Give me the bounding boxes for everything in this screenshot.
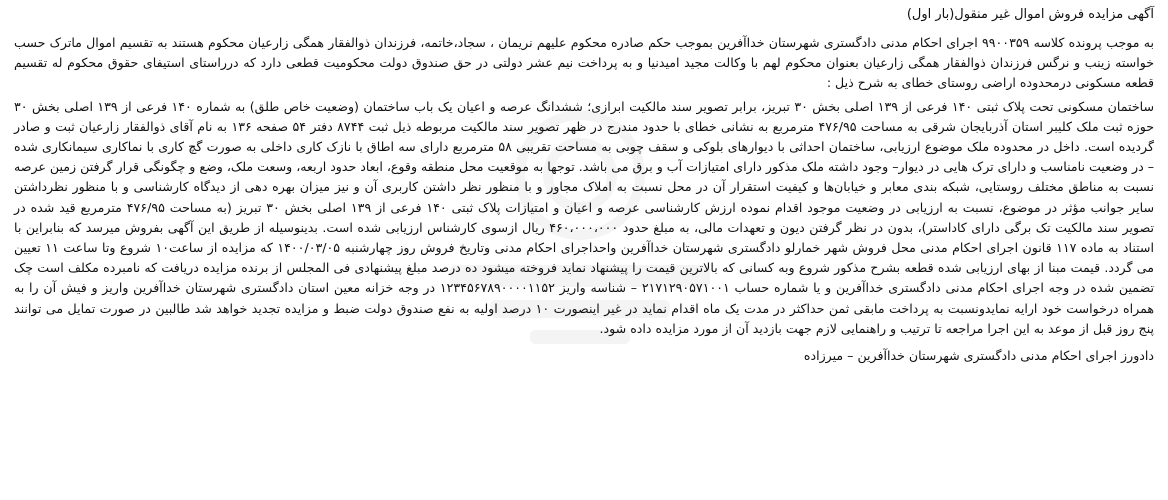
notice-paragraph-intro: به موجب پرونده کلاسه ۹۹۰۰۳۵۹ اجرای احکام مدنی دادگستری شهرستان خداآفرین بموجب حکم صادره محکوم علیهم نریمان ، سجاد،خاتمه، فرزندان ذوالفقار همگی زارعیان محکوم هستند به تقسیم اموال ماترک حسب خواسته زینب و نرگس فرزندان ذوالفقار همگی زارعیان بعنوان محکوم لهم با وکالت مجید امیدنیا و به پرداخت نیم عشر دولتی در حق صندوق دولت محکومیت قطعی دارد که درراستای استیفای حقوق محکوم له تقسیم قطعه مسکونی درمحدوده اراضی روستای خطای به شرح ذیل : (14, 35, 1154, 91)
notice-signature: دادورز اجرای احکام مدنی دادگستری شهرستان خداآفرین – میرزاده (803, 348, 1154, 364)
auction-notice (14, 6, 1154, 366)
notice-paragraph-property: ساختمان مسکونی تحت پلاک ثبتی ۱۴۰ فرعی از ۱۳۹ اصلی بخش ۳۰ تبریز، برابر تصویر سند مالکیت ابرازی؛ ششدانگ عرصه و اعیان یک باب ساختمان (وضعیت خاص طلق) به شماره ۱۴۰ فرعی از ۱۳۹ اصلی بخش ۳۰ حوزه ثبت ملک کلیبر استان آذربایجان شرقی به مساحت ۴۷۶/۹۵ مترمربع به نشانی خطای با حدود مندرج در ظهر تصویر سند مالکیت مربوطه ذیل ثبت ۸۷۴۴ دفتر ۵۴ صفحه ۱۳۶ به نام آقای ذوالفقار زارعیان ثبت و صادر گردیده است. داخل در محدوده ملک موضوع ارزیابی، ساختمان احداثی با دیوارهای بلوکی و سقف چوبی به مساحت تقریبی ۵۸ مترمربع دارای سه اطاق با نازک کاری داخلی به صورت گچ کاری با نماکاری سیمانکاری شده – در وضعیت نامناسب و دارای ترک هایی در دیوار– وجود داشته ملک مذکور دارای امتیازات آب و برق می باشد. توجها به موقعیت محل منطقه وقوع، ابعاد حدود اربعه، وسعت ملک، وضع و چگونگی قرار گرفتن زمین عرصه نسبت به مناطق مختلف روستایی، شبکه بندی معابر و خیابان‌ها و کیفیت استقرار آن در محل نسبت به املاک مجاور و با منظور نظر داشتن کاربری آن و نیز میزان بهره دهی از دیدگاه کارشناسی و با منظور نظرداشتن سایر جوانب مؤثر در موضوع، نسبت به ارزیابی در وضعیت موجود اقدام نموده ارزش کارشناسی عرصه و اعیان و امتیازات پلاک ثبتی ۱۴۰ فرعی از ۱۳۹ اصلی بخش ۳۰ تبریز (به مساحت ۴۷۶/۹۵ مترمربع قید شده در تصویر سند مالکیت تک برگی دارای کاداستر)، بدون در نظر گرفتن دیون و تعهدات مالی، به مبلغ حدود ۴۶۰،۰۰۰،۰۰۰ ریال ازسوی کارشناس ارزیابی شده است. بدینوسیله از طریق این آگهی بفروش میرسد که بنابراین با استناد به ماده ۱۱۷ قانون اجرای احکام مدنی محل فروش شهر خمارلو دادگستری شهرستان خداآفرین واحداجرای احکام مدنی وتاریخ فروش روز چهارشنبه ۱۴۰۰/۰۳/۰۵ که مزایده از ساعت۱۰ شروع وتا ساعت ۱۱ تعیین می گردد. قیمت مبنا از بهای ارزیابی شده قطعه بشرح مذکور شروع وبه کسانی که بالاترین قیمت را پیشنهاد نماید فروخته میشود ده درصد مبلغ پیشنهادی فی المجلس از برنده مزایده دریافت که نامبرده مکلف است چک تضمین شده در وجه اجرای احکام مدنی دادگستری خداآفرین و یا شماره حساب ۲۱۷۱۲۹۰۵۷۱۰۰۱ – شناسه واریز ۱۲۳۴۵۶۷۸۹۰۰۰۰۱۱۵۲ در وجه خزانه معین استان دادگستری شهرستان خداآفرین واریز و فیش آن را به همراه درخواست خود ارایه نمایدونسبت به پرداخت مابقی ثمن حداکثر در مدت یک ماه اقدام نماید در غیر اینصورت ۱۰ درصد اولیه به نفع صندوق دولت ضبط و مزایده تجدید خواهد شد طالبین در صورت تمایل می توانند پنج روز قبل از موعد به این اجرا مراجعه تا ترتیب و راهنمایی لازم جهت بازدید آن از مورد مزایده داده شود. (14, 98, 1155, 336)
notice-title: آگهی مزایده فروش اموال غیر منقول(بار اول) (906, 7, 1154, 22)
